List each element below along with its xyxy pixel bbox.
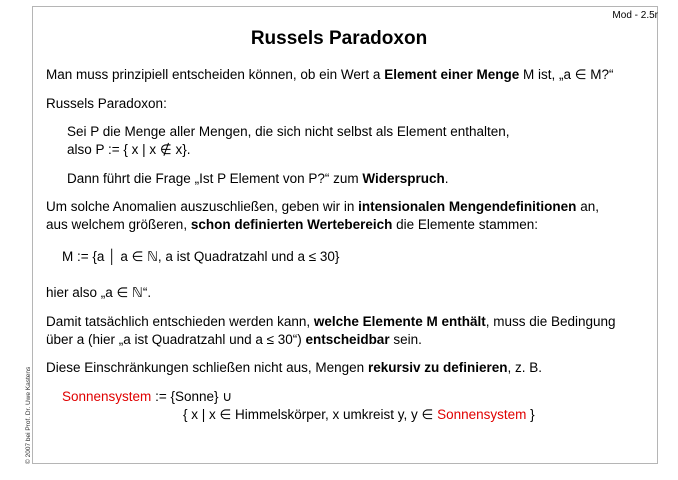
line-contradiction (67, 170, 449, 188)
bold-term: welche Elemente M enthält (313, 314, 486, 329)
text: , muss die Bedingung (485, 314, 616, 329)
text: sein. (389, 332, 422, 347)
text: Diese Einschränkungen schließen nicht aus, Mengen (46, 360, 368, 375)
sonnensystem-line-1 (62, 388, 232, 406)
sonnensystem-line-2 (183, 406, 535, 424)
bold-term: entscheidbar (305, 332, 390, 347)
text: } (526, 407, 535, 422)
line-anomalies (46, 198, 599, 216)
text: , z. B. (507, 360, 543, 375)
text: { x | x ∈ Himmelskörper, x umkreist y, y ∈ (183, 407, 438, 422)
bold-term: Widerspruch (362, 171, 445, 186)
text: über a (hier „a ist Quadratzahl und a ≤ 30“) (46, 332, 306, 347)
bold-term: rekursiv zu definieren (367, 360, 508, 375)
sonnensystem-term: Sonnensystem (62, 389, 152, 404)
text: Dann führt die Frage „Ist P Element von P?“ zum (67, 171, 363, 186)
line-value-domain (46, 216, 538, 234)
bold-term: schon definierten Wertebereich (190, 217, 393, 232)
sonnensystem-term: Sonnensystem (437, 407, 527, 422)
text: Um solche Anomalien auszuschließen, geben wir in (46, 199, 359, 214)
text: die Elemente stammen: (392, 217, 538, 232)
text: Man muss prinzipiell entscheiden können, ob ein Wert a (46, 67, 385, 82)
text: Damit tatsächlich entschieden werden kann, (46, 314, 314, 329)
bold-term: Element einer Menge (384, 67, 520, 82)
copyright-notice: © 2007 bei Prof. Dr. Uwe Kastens (25, 366, 32, 464)
text: M ist, „a ∈ M?“ (519, 67, 614, 82)
line-decidable-2 (46, 331, 422, 349)
line-recursive (46, 359, 542, 377)
text: aus welchem größeren, (46, 217, 191, 232)
line-element-question (46, 66, 614, 84)
text: an, (576, 199, 599, 214)
line-definition-p-formula: also P := { x | x ∉ x}. (67, 142, 191, 157)
line-definition-p: Sei P die Menge aller Mengen, die sich nicht selbst als Element enthalten, (67, 124, 510, 139)
line-russel-heading: Russels Paradoxon: (46, 96, 167, 111)
formula-m: M := {a │ a ∈ ℕ, a ist Quadratzahl und a ≤ 30} (62, 249, 340, 264)
slide-title: Russels Paradoxon (250, 28, 428, 49)
line-here-a-in-n: hier also „a ∈ ℕ“. (46, 285, 152, 300)
slide-id: Mod - 2.5r (612, 10, 658, 21)
line-decidable-1 (46, 313, 616, 331)
bold-term: intensionalen Mengendefinitionen (358, 199, 577, 214)
text: := {Sonne} ∪ (151, 389, 233, 404)
text: . (444, 171, 449, 186)
